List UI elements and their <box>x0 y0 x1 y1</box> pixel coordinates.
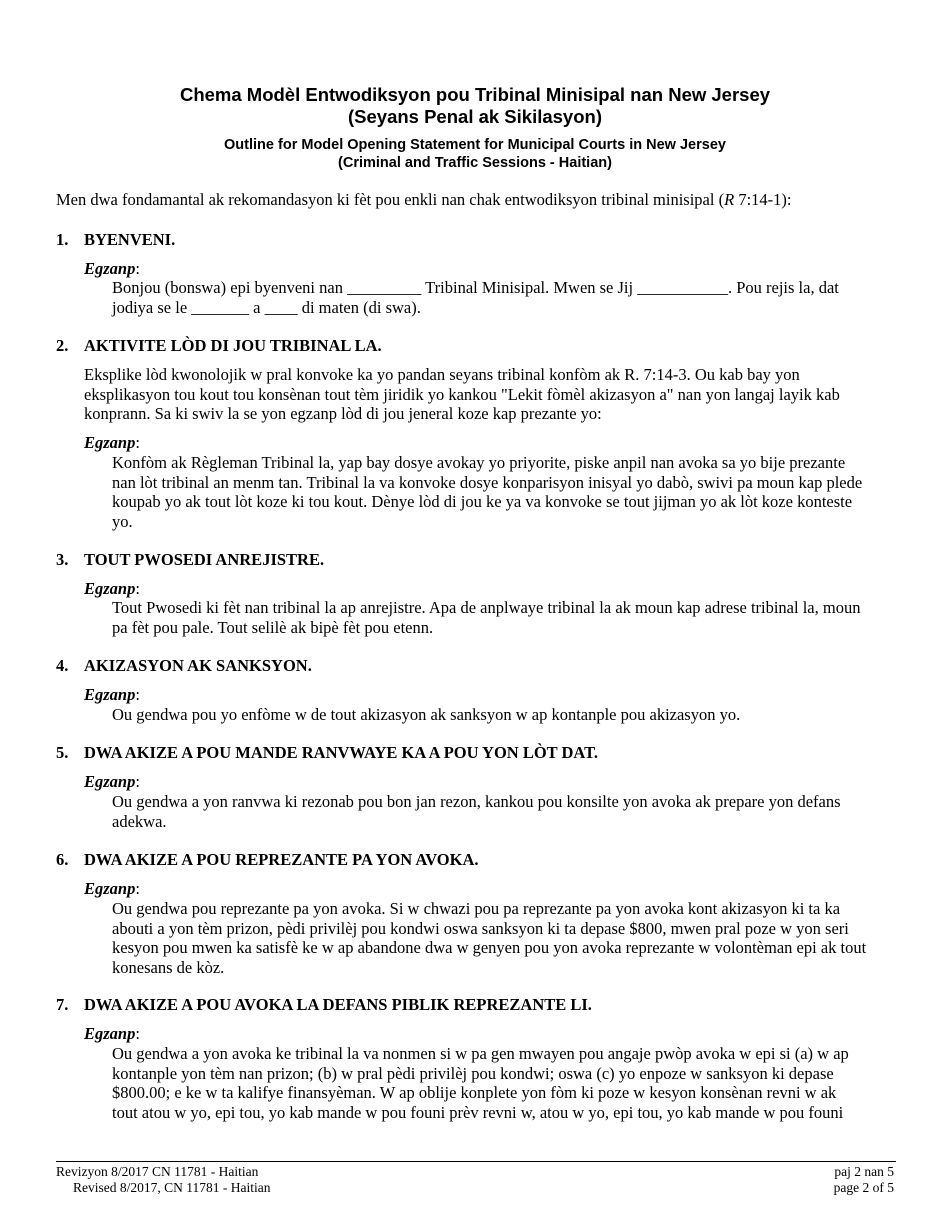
section-6-example-line: kesyon pou mwen ka satisfè ke w ap abandone dwa w genyen pou yon avoka reprezante w volontèman epi ak tout <box>112 938 867 957</box>
section-2-description-line: konprann. Sa ki swiv la se yon egzanp lòd di jou jeneral koze kap prezante yo: <box>84 404 602 423</box>
section-5-example-label: Egzanp: <box>84 772 140 791</box>
section-7-heading: DWA AKIZE A POU AVOKA LA DEFANS PIBLIK REPREZANTE LI. <box>84 995 592 1014</box>
section-5-example-line: adekwa. <box>112 811 167 831</box>
section-4-number: 4. <box>56 656 69 675</box>
section-5-heading: DWA AKIZE A POU MANDE RANVWAYE KA A POU YON LÒT DAT. <box>84 743 599 762</box>
section-3-example <box>112 598 898 637</box>
section-2-example-line: yo. <box>112 511 133 531</box>
section-1-example-line: jodiya se le _______ a ____ di maten (di swa). <box>112 297 421 317</box>
page-subtitle-line2: (Criminal and Traffic Sessions - Haitian) <box>338 155 612 171</box>
section-7-number: 7. <box>56 995 69 1014</box>
section-2-heading: AKTIVITE LÒD DI JOU TRIBINAL LA. <box>84 336 382 355</box>
section-7-example-line: tout atou w yo, epi tou, yo kab mande w pou founi prèv revni w, atou w yo, epi tou, yo kab mande w pou founi <box>112 1102 844 1122</box>
section-1-example-label: Egzanp: <box>84 259 140 278</box>
section-7-example-line: $800.00; e ke w ta kalifye finansyèman. W ap oblije konplete yon fòm ki poze w kesyon konsènan revni w ak <box>112 1083 837 1102</box>
section-2-example-line: koupab yo ak tout lòt koze ki tou kout. Dènye lòd di jou ke ya va konvoke se tout jijman yo ak lòt koze konteste <box>112 492 853 511</box>
section-2-description-line: Eksplike lòd kwonolojik w pral konvoke ka yo pandan seyans tribinal konfòm ak R. 7:14-3. Ou kab bay yon <box>84 365 800 384</box>
intro-paragraph <box>56 190 791 210</box>
section-4-example <box>112 705 898 725</box>
section-6-example-line: konesans de kòz. <box>112 957 225 977</box>
section-2-example-label: Egzanp: <box>84 433 140 452</box>
section-6-heading: DWA AKIZE A POU REPREZANTE PA YON AVOKA. <box>84 850 479 869</box>
section-2-number: 2. <box>56 336 69 355</box>
section-2-description-line: eksplikasyon tou kout tou konsènan tout tèm jiridik yo kankou "Lekit fòmèl akizasyon a" nan yon langaj layik kab <box>84 384 840 404</box>
section-4-heading: AKIZASYON AK SANKSYON. <box>84 656 312 675</box>
section-5-example-line: Ou gendwa a yon ranvwa ki rezonab pou bon jan rezon, kankou pou konsilte yon avoka ak prepare yon defans <box>112 792 841 811</box>
section-1-number: 1. <box>56 230 69 249</box>
section-4-example-label: Egzanp: <box>84 685 140 704</box>
section-5-number: 5. <box>56 743 69 762</box>
section-7-example-label: Egzanp: <box>84 1024 140 1043</box>
section-6-number: 6. <box>56 850 69 869</box>
page-title-line2: (Seyans Penal ak Sikilasyon) <box>348 106 602 127</box>
footer-revision-en: Revised 8/2017, CN 11781 - Haitian <box>73 1180 271 1195</box>
section-3-number: 3. <box>56 550 69 569</box>
section-6-example-line: abouti a yon tèm prizon, pèdi privilèj pou kondwi oswa sanksyon ki ta depase $800, mwen pral poze w yon seri <box>112 918 849 938</box>
section-2-example-line: Konfòm ak Règleman Tribinal la, yap bay dosye avokay yo priyorite, piske anpil nan avoka sa yo bije prezante <box>112 453 846 472</box>
section-6-example <box>112 899 898 977</box>
section-2-example-line: nan lòt tribinal an menm tan. Tribinal la va konvoke dosye konparisyon inisyal yo dabò, swivi pa moun kap plede <box>112 472 863 492</box>
intro-rule-letter: R <box>724 190 735 209</box>
section-3-example-label: Egzanp: <box>84 579 140 598</box>
section-7-example-line: kontanple yon tèm nan prizon; (b) w pral pèdi privilèj pou kondwi; oswa (c) yo enpoze w sanksyon ki depase <box>112 1063 834 1083</box>
section-2-example <box>112 453 898 531</box>
section-5-example <box>112 792 898 831</box>
page-subtitle-line1: Outline for Model Opening Statement for Municipal Courts in New Jersey <box>224 137 726 153</box>
section-3-heading: TOUT PWOSEDI ANREJISTRE. <box>84 550 325 569</box>
section-3-example-line: pa fèt pou pale. Tout selilè ak bipè fèt pou etenn. <box>112 617 434 637</box>
footer-page-ht: paj 2 nan 5 <box>834 1164 894 1179</box>
section-6-example-line: Ou gendwa pou reprezante pa yon avoka. Si w chwazi pou pa reprezante pa yon avoka kont akizasyon ki ta ka <box>112 899 841 918</box>
intro-text-before: Men dwa fondamantal ak rekomandasyon ki fèt pou enkli nan chak entwodiksyon tribinal minisipal ( <box>56 190 725 209</box>
footer-page-en: page 2 of 5 <box>833 1180 894 1195</box>
section-6-example-label: Egzanp: <box>84 879 140 898</box>
section-1-example-line: Bonjou (bonswa) epi byenveni nan _________ Tribinal Minisipal. Mwen se Jij ___________. Pou rejis la, dat <box>112 278 839 297</box>
section-7-example <box>112 1044 898 1122</box>
page-title-line1: Chema Modèl Entwodiksyon pou Tribinal Minisipal nan New Jersey <box>179 84 771 105</box>
section-3-example-line: Tout Pwosedi ki fèt nan tribinal la ap anrejistre. Apa de anplwaye tribinal la ak moun kap adrese tribinal la, moun <box>112 598 861 617</box>
intro-text-after: 7:14-1): <box>734 190 792 209</box>
footer-divider <box>56 1161 896 1162</box>
section-1-heading: BYENVENI. <box>84 230 176 249</box>
section-7-example-line: Ou gendwa a yon avoka ke tribinal la va nonmen si w pa gen mwayen pou angaje pwòp avoka w epi si (a) w ap <box>112 1044 849 1063</box>
section-4-example-line: Ou gendwa pou yo enfòme w de tout akizasyon ak sanksyon w ap kontanple pou akizasyon yo. <box>112 705 741 724</box>
footer-revision-ht: Revizyon 8/2017 CN 11781 - Haitian <box>56 1164 259 1179</box>
section-2-description <box>84 365 898 424</box>
section-1-example <box>112 278 898 317</box>
